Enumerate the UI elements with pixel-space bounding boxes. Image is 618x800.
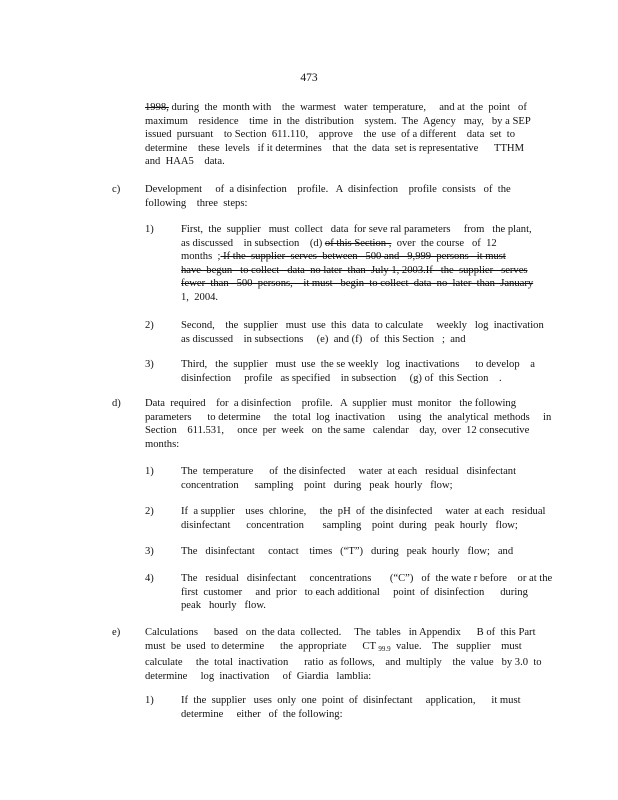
struck-text: have begun to collect data no later than July 1, 2003.If the supplier serves	[181, 264, 528, 276]
item-d1-text: The temperature of the disinfected water at each residual disinfectant concentration sampling point during peak hourly flow;	[181, 466, 517, 491]
intro-line: issued pursuant to Section 611.110, approve the use of a different data set to	[145, 129, 516, 141]
item-label-d2: 2)	[145, 506, 154, 517]
struck-text: If the supplier serves between 500 and 9,999 persons it must	[220, 251, 506, 263]
intro-paragraph	[145, 101, 531, 169]
struck-text: fewer than 500 persons, it must begin to collect data no later than January	[181, 278, 534, 290]
item-d3-text: The disinfectant contact times (“T”) during peak hourly flow; and	[181, 546, 514, 557]
item-label-c1: 1)	[145, 224, 154, 235]
item-c2-text: Second, the supplier must use this data to calculate weekly log inactivation as discussed in subsections (e) and (f) of this Section ; and	[181, 320, 544, 345]
section-c-text: Development of a disinfection profile. A disinfection profile consists of the following three steps:	[145, 184, 511, 209]
item-label-d3: 3)	[145, 546, 154, 557]
section-label-e: e)	[112, 627, 121, 638]
item-label-d1: 1)	[145, 466, 154, 477]
item-label-e1: 1)	[145, 695, 154, 706]
item-d4-text: The residual disinfectant concentrations (“C”) of the wate r before or at the first customer and prior to each additional point of disinfection during peak hourly flow.	[181, 573, 553, 612]
item-label-c2: 2)	[145, 320, 154, 331]
section-label-d: d)	[112, 398, 121, 409]
item-label-c3: 3)	[145, 359, 154, 370]
struck-text: of this Section ,	[324, 237, 392, 249]
item-label-d4: 4)	[145, 573, 154, 584]
intro-line: 1998, during the month with the warmest water temperature, and at the point of	[145, 102, 527, 113]
section-d-text: Data required for a disinfection profile. A supplier must monitor the following parameters to determine the total log inactivation using the analytical methods in Section 611.531, once per week on the same calendar day, over 12 consecutive months:	[145, 398, 552, 450]
item-c3-text: Third, the supplier must use the se weekly log inactivations to develop a disinfection profile as specified in subsection (g) of this Section .	[181, 359, 535, 384]
intro-line: and HAA5 data.	[145, 156, 225, 168]
intro-line: maximum residence time in the distribution system. The Agency may, by a SEP	[145, 115, 531, 127]
section-e-text: Calculations based on the data collected. The tables in Appendix B of this Part must be used to determine the appropriate CT $_{99.9}$ value. The supplier must calculate the total inactivation ratio as follows, and multiply the value by 3.0 to determine log inactivation of Giardia lamblia:	[145, 627, 542, 682]
intro-line: determine these levels if it determines that the data set is representative TTHM	[145, 142, 525, 154]
struck-text: 1998,	[145, 102, 169, 113]
page-number: 473	[300, 72, 318, 84]
ct-subscript: 99.9	[378, 644, 391, 653]
section-label-c: c)	[112, 184, 121, 195]
item-d2-text: If a supplier uses chlorine, the pH of the disinfected water at each residual disinfectant concentration sampling point during peak hourly flow;	[181, 506, 546, 531]
item-e1-text: If the supplier uses only one point of disinfectant application, it must determine either of the following:	[181, 695, 521, 720]
item-c1-text: First, the supplier must collect data for seve ral parameters from the plant, as discussed in subsection (d) of this Section , over the course of 12 months ; If the supplier serves between 500 and 9,999 persons it must have begun to collect data no later than July 1, 2003.If the supplier serves fewer than 500 persons, it must begin to collect data no later than January 1, 2004.	[181, 223, 539, 305]
